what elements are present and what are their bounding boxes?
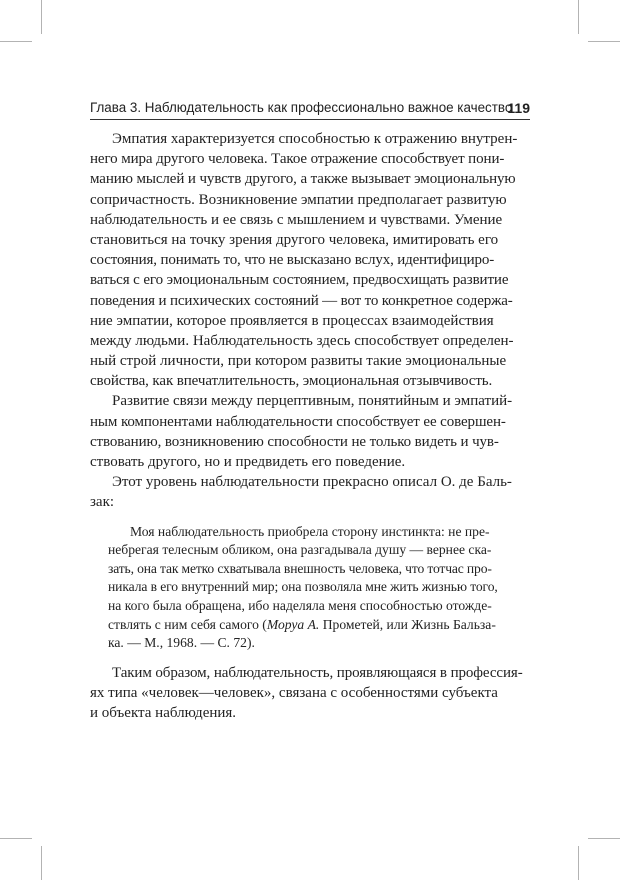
text-line: становиться на точку зрения другого человека, имитировать его bbox=[90, 231, 499, 248]
quote-line: на кого была обращена, ибо наделяла меня способностью отожде- bbox=[108, 597, 492, 613]
header-rule bbox=[90, 119, 530, 120]
crop-mark-bottom-right-horizontal bbox=[588, 838, 620, 839]
text-line: наблюдательность и ее связь с мышлением и чувствами. Умение bbox=[90, 211, 503, 228]
text-line: Таким образом, наблюдательность, проявляющаяся в профессия- bbox=[112, 664, 523, 681]
text-line: Эмпатия характеризуется способностью к отражению внутрен- bbox=[112, 131, 518, 147]
quote-line: зать, она так метко схватывала внешность человека, что тотчас про- bbox=[108, 560, 492, 576]
page-number: 119 bbox=[507, 100, 530, 116]
citation-text: Прометей, или Жизнь Бальза- bbox=[319, 616, 496, 632]
quote-line bbox=[108, 616, 530, 635]
crop-mark-bottom-right-vertical bbox=[578, 846, 579, 880]
crop-mark-top-left-horizontal bbox=[0, 41, 32, 42]
text-line: между людьми. Наблюдательность здесь способствует определен- bbox=[90, 332, 514, 349]
text-line: поведения и психических состояний — вот то конкретное содержа- bbox=[90, 292, 513, 309]
text-line: ствованию, возникновению способности не только видеть и чув- bbox=[90, 433, 499, 450]
crop-mark-top-left-vertical bbox=[41, 0, 42, 34]
text-line: него мира другого человека. Такое отражение способствует пони- bbox=[90, 151, 505, 168]
running-header-title: Глава 3. Наблюдательность как профессионально важное качество bbox=[90, 100, 513, 115]
text-line: ный строй личности, при котором развиты такие эмоциональные bbox=[90, 353, 507, 370]
text-line: свойства, как впечатлительность, эмоциональная отзывчивость. bbox=[90, 373, 493, 390]
quote-text: ствлять с ним себя самого ( bbox=[108, 616, 267, 632]
text-line: Развитие связи между перцептивным, понятийным и эмпатий- bbox=[112, 393, 513, 410]
body-text bbox=[90, 129, 530, 723]
text-line: ным компонентами наблюдательности способствует ее совершен- bbox=[90, 413, 506, 430]
paragraph-empathy bbox=[90, 129, 530, 391]
crop-mark-top-right-horizontal bbox=[588, 41, 620, 42]
paragraph-development bbox=[90, 391, 530, 472]
block-quote bbox=[90, 523, 530, 653]
quote-line: никала в его внутренний мир; она позволяла мне жить жизнью того, bbox=[108, 579, 498, 595]
text-line: ствовать другого, но и предвидеть его поведение. bbox=[90, 454, 406, 470]
text-line: манию мыслей и чувств другого, а также вызывает эмоциональную bbox=[90, 171, 516, 188]
text-line: ях типа «человек—человек», связана с особенностями субъекта bbox=[90, 684, 498, 701]
text-line: Этот уровень наблюдательности прекрасно описал О. де Баль- bbox=[112, 474, 512, 491]
citation-author: Моруа А. bbox=[266, 616, 320, 632]
paragraph-conclusion bbox=[90, 663, 530, 724]
paragraph-balzac-intro bbox=[90, 472, 530, 512]
crop-mark-top-right-vertical bbox=[578, 0, 579, 34]
text-line: ваться с его эмоциональным состоянием, предвосхищать развитие bbox=[90, 272, 509, 289]
crop-mark-bottom-left-horizontal bbox=[0, 838, 32, 839]
text-line: и объекта наблюдения. bbox=[90, 705, 237, 722]
quote-line: небрегая телесным обликом, она разгадывала душу — вернее ска- bbox=[108, 542, 492, 558]
crop-mark-bottom-left-vertical bbox=[41, 846, 42, 880]
text-line: состояния, понимать то, что не высказано вслух, идентифициро- bbox=[90, 252, 495, 269]
quote-line: ка. — М., 1968. — С. 72). bbox=[108, 635, 255, 651]
text-line: ние эмпатии, которое проявляется в процессах взаимодействия bbox=[90, 312, 494, 329]
text-line: сопричастность. Возникновение эмпатии предполагает развитую bbox=[90, 191, 507, 208]
text-line: зак: bbox=[90, 494, 115, 511]
quote-line: Моя наблюдательность приобрела сторону инстинкта: не пре- bbox=[130, 523, 490, 539]
